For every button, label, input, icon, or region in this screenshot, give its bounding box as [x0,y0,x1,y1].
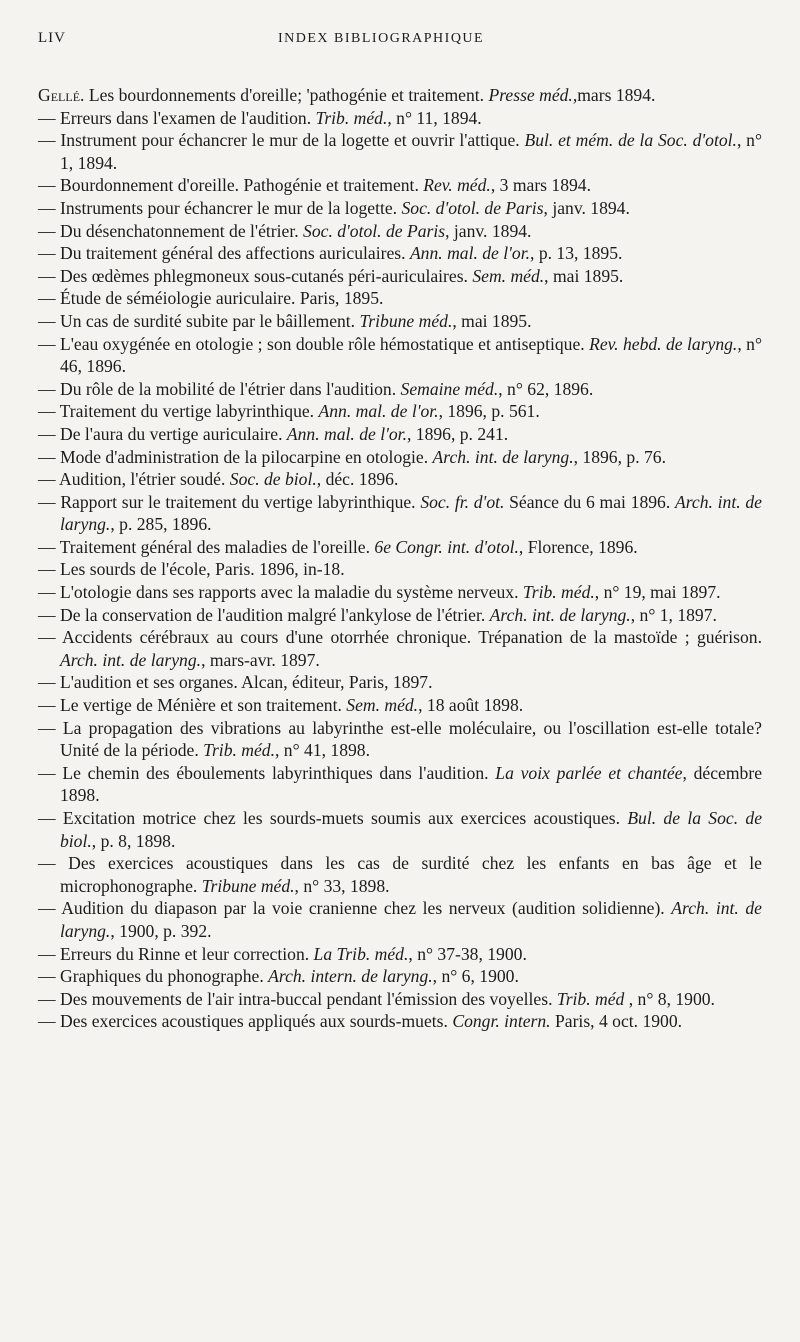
entry-text: — Audition, l'étrier soudé. [38,469,230,490]
entry-text: — Traitement du vertige labyrinthique. [38,401,319,422]
bibliography-entry [38,129,762,174]
running-head: INDEX BIBLIOGRAPHIQUE [278,31,485,46]
entry-text: Paris, 4 oct. 1900. [550,1011,683,1032]
entry-text: , n° 1, 1894. [60,130,762,173]
bibliography-entry [38,1010,762,1033]
entry-text: — Accidents cérébraux au cours d'une otorrhée chronique. Trépanation de la mastoïde ; guérison. [38,627,762,648]
bibliography-entry [38,197,762,220]
entry-text: . Les bourdonnements d'oreille; 'pathogénie et traitement. [80,85,489,105]
citation-source: Rev. hebd. de laryng. [589,333,738,354]
bibliography-entry [38,242,762,265]
citation-source: Soc. d'otol. de Paris [303,220,446,241]
entry-text: , n° 19, mai 1897. [594,582,721,603]
entry-text: , n° 62, 1896. [498,378,594,399]
entry-text: , mai 1895. [452,310,532,331]
entry-text: , n° 33, 1898. [294,875,390,896]
bibliography-entry [38,287,762,310]
bibliography-entry [38,378,762,401]
citation-source: Ann. mal. de l'or. [286,423,407,444]
entry-text: — Instrument pour échancrer le mur de la logette et ouvrir l'attique. [38,130,525,151]
entry-text: — Des exercices acoustiques appliqués aux sourds-muets. [38,1011,453,1032]
entry-text: — Graphiques du phonographe. [38,966,269,987]
bibliography-entry [38,988,762,1011]
bibliography-entry [38,762,762,807]
entry-text: , n° 11, 1894. [387,107,482,128]
entry-text: — Du désenchatonnement de l'étrier. [38,220,304,241]
bibliography-entry [38,174,762,197]
citation-source: Arch. int. de laryng. [432,446,574,467]
bibliography-entry [38,536,762,559]
bibliography-entry [38,558,762,581]
bibliography-entry [38,581,762,604]
entry-text: , Florence, 1896. [518,536,638,557]
citation-source: Bul. de la Soc. de biol. [60,808,762,851]
citation-source: La voix parlée et chantée [495,762,683,783]
entry-text: — Étude de séméiologie auriculaire. Paris, 1895. [38,288,384,309]
entry-text: — Audition du diapason par la voie cranienne chez les nerveux (audition solidienne). [38,898,672,919]
entry-text: — L'audition et ses organes. Alcan, éditeur, Paris, 1897. [38,672,433,693]
bibliography-entry [38,671,762,694]
author-name: Gellé [38,85,81,105]
entry-text: , 1896, p. 241. [406,423,509,444]
citation-source: La Trib. méd. [313,943,409,964]
bibliography-entry [38,604,762,627]
bibliography-entry [38,965,762,988]
entry-text: — Instruments pour échancrer le mur de la logette. [38,197,402,218]
entry-text: — L'eau oxygénée en otologie ; son double rôle hémostatique et antiseptique. [38,333,590,354]
citation-source: Soc. fr. d'ot. [420,491,505,512]
citation-source: Trib. méd. [315,107,388,128]
entry-text: , 1896, p. 76. [573,446,666,467]
citation-source: Sem. méd. [346,695,419,716]
entry-text: — Mode d'administration de la pilocarpine en otologie. [38,446,433,467]
entry-text: , n° 1, 1897. [630,604,717,625]
entry-text: — De l'aura du vertige auriculaire. [38,423,287,444]
citation-source: Soc. de biol. [229,469,317,490]
citation-source: Semaine méd. [400,378,499,399]
entry-text: — L'otologie dans ses rapports avec la maladie du système nerveux. [38,582,523,603]
bibliography-entry [38,491,762,536]
bibliography-entry [38,468,762,491]
entry-text: , janv. 1894. [445,220,532,241]
entry-text: — Un cas de surdité subite par le bâillement. [38,310,360,331]
entry-text: — Excitation motrice chez les sourds-muets soumis aux exercices acoustiques. [38,808,628,828]
entry-text: , 1900, p. 392. [110,920,212,941]
citation-source: Ann. mal. de l'or. [318,401,439,422]
citation-source: Tribune méd. [201,875,295,896]
bibliography-entry [38,333,762,378]
bibliography-entry [38,400,762,423]
entry-text: , n° 41, 1898. [275,740,371,761]
citation-source: Congr. intern. [452,1011,551,1032]
entry-text: , p. 13, 1895. [530,243,623,264]
citation-source: Arch. int. de laryng. [489,604,631,625]
entry-text: ,mars 1894. [572,85,656,105]
bibliography-entry [38,84,762,107]
citation-source: Arch. int. de laryng. [60,649,202,670]
entry-text: , 1896, p. 561. [438,401,540,422]
citation-source: 6e Congr. int. d'otol. [374,536,519,557]
bibliography-entry [38,446,762,469]
entry-text: Séance du 6 mai 1896. [504,491,675,512]
entry-text: — Erreurs dans l'examen de l'audition. [38,107,316,128]
bibliography-list [38,84,762,1033]
entry-text: — Rapport sur le traitement du vertige labyrinthique. [38,491,421,512]
bibliography-entry [38,265,762,288]
bibliography-entry [38,852,762,897]
citation-source: Rev. méd. [423,175,491,196]
entry-text: — La propagation des vibrations au labyrinthe est-elle moléculaire, ou l'oscillation est-elle totale? Unité de la période. [38,717,762,761]
entry-text: — Des mouvements de l'air intra-buccal pendant l'émission des voyelles. [38,988,557,1009]
citation-source: Arch. intern. de laryng. [268,966,433,987]
citation-source: Sem. méd. [472,265,545,286]
entry-text: , n° 6, 1900. [432,966,519,987]
entry-text: — Du rôle de la mobilité de l'étrier dans l'audition. [38,378,401,399]
page-header [38,30,762,56]
entry-text: — Des exercices acoustiques dans les cas de surdité chez les enfants en bas âge et le microphonographe. [38,853,762,896]
entry-text: — Des œdèmes phlegmoneux sous-cutanés péri-auriculaires. [38,265,473,286]
bibliography-entry [38,807,762,852]
citation-source: Trib. méd. [203,740,275,761]
bibliography-entry [38,107,762,130]
bibliography-entry [38,943,762,966]
bibliography-entry [38,220,762,243]
entry-text: , janv. 1894. [543,197,630,218]
bibliography-entry [38,310,762,333]
citation-source: Trib. méd. [522,582,595,603]
page-number: LIV [38,30,66,46]
citation-source: Soc. d'otol. de Paris [401,197,544,218]
entry-text: , mai 1895. [544,265,624,286]
entry-text: , n° 8, 1900. [624,988,715,1009]
citation-source: Trib. méd [556,988,625,1009]
citation-source: Ann. mal. de l'or. [409,243,531,264]
entry-text: , décembre 1898. [60,762,762,806]
bibliography-entry [38,897,762,942]
bibliography-entry [38,694,762,717]
entry-text: — Erreurs du Rinne et leur correction. [38,943,314,964]
citation-source: Arch. int. de laryng. [60,491,762,535]
entry-text: , n° 46, 1896. [60,333,762,377]
citation-source: Bul. et mém. de la Soc. d'otol. [524,130,737,151]
entry-text: — Le vertige de Ménière et son traitement. [38,695,347,716]
entry-text: , n° 37-38, 1900. [408,943,527,964]
entry-text: , p. 8, 1898. [91,830,176,851]
entry-text: , 18 août 1898. [418,695,524,716]
entry-text: , 3 mars 1894. [490,175,592,196]
entry-text: , déc. 1896. [316,469,399,490]
bibliography-entry [38,423,762,446]
entry-text: — Les sourds de l'école, Paris. 1896, in-18. [38,559,345,580]
citation-source: Tribune méd. [359,310,453,331]
bibliography-entry [38,626,762,671]
entry-text: — De la conservation de l'audition malgré l'ankylose de l'étrier. [38,604,490,625]
entry-text: , p. 285, 1896. [110,514,212,535]
citation-source: Presse méd. [488,85,573,105]
entry-text: , mars-avr. 1897. [201,649,320,670]
entry-text: — Le chemin des éboulements labyrinthiques dans l'audition. [38,762,496,783]
citation-source: Arch. int. de laryng. [60,898,762,941]
bibliography-entry [38,717,762,762]
entry-text: — Bourdonnement d'oreille. Pathogénie et traitement. [38,175,424,196]
entry-text: — Traitement général des maladies de l'oreille. [38,536,375,557]
entry-text: — Du traitement général des affections auriculaires. [38,243,410,264]
